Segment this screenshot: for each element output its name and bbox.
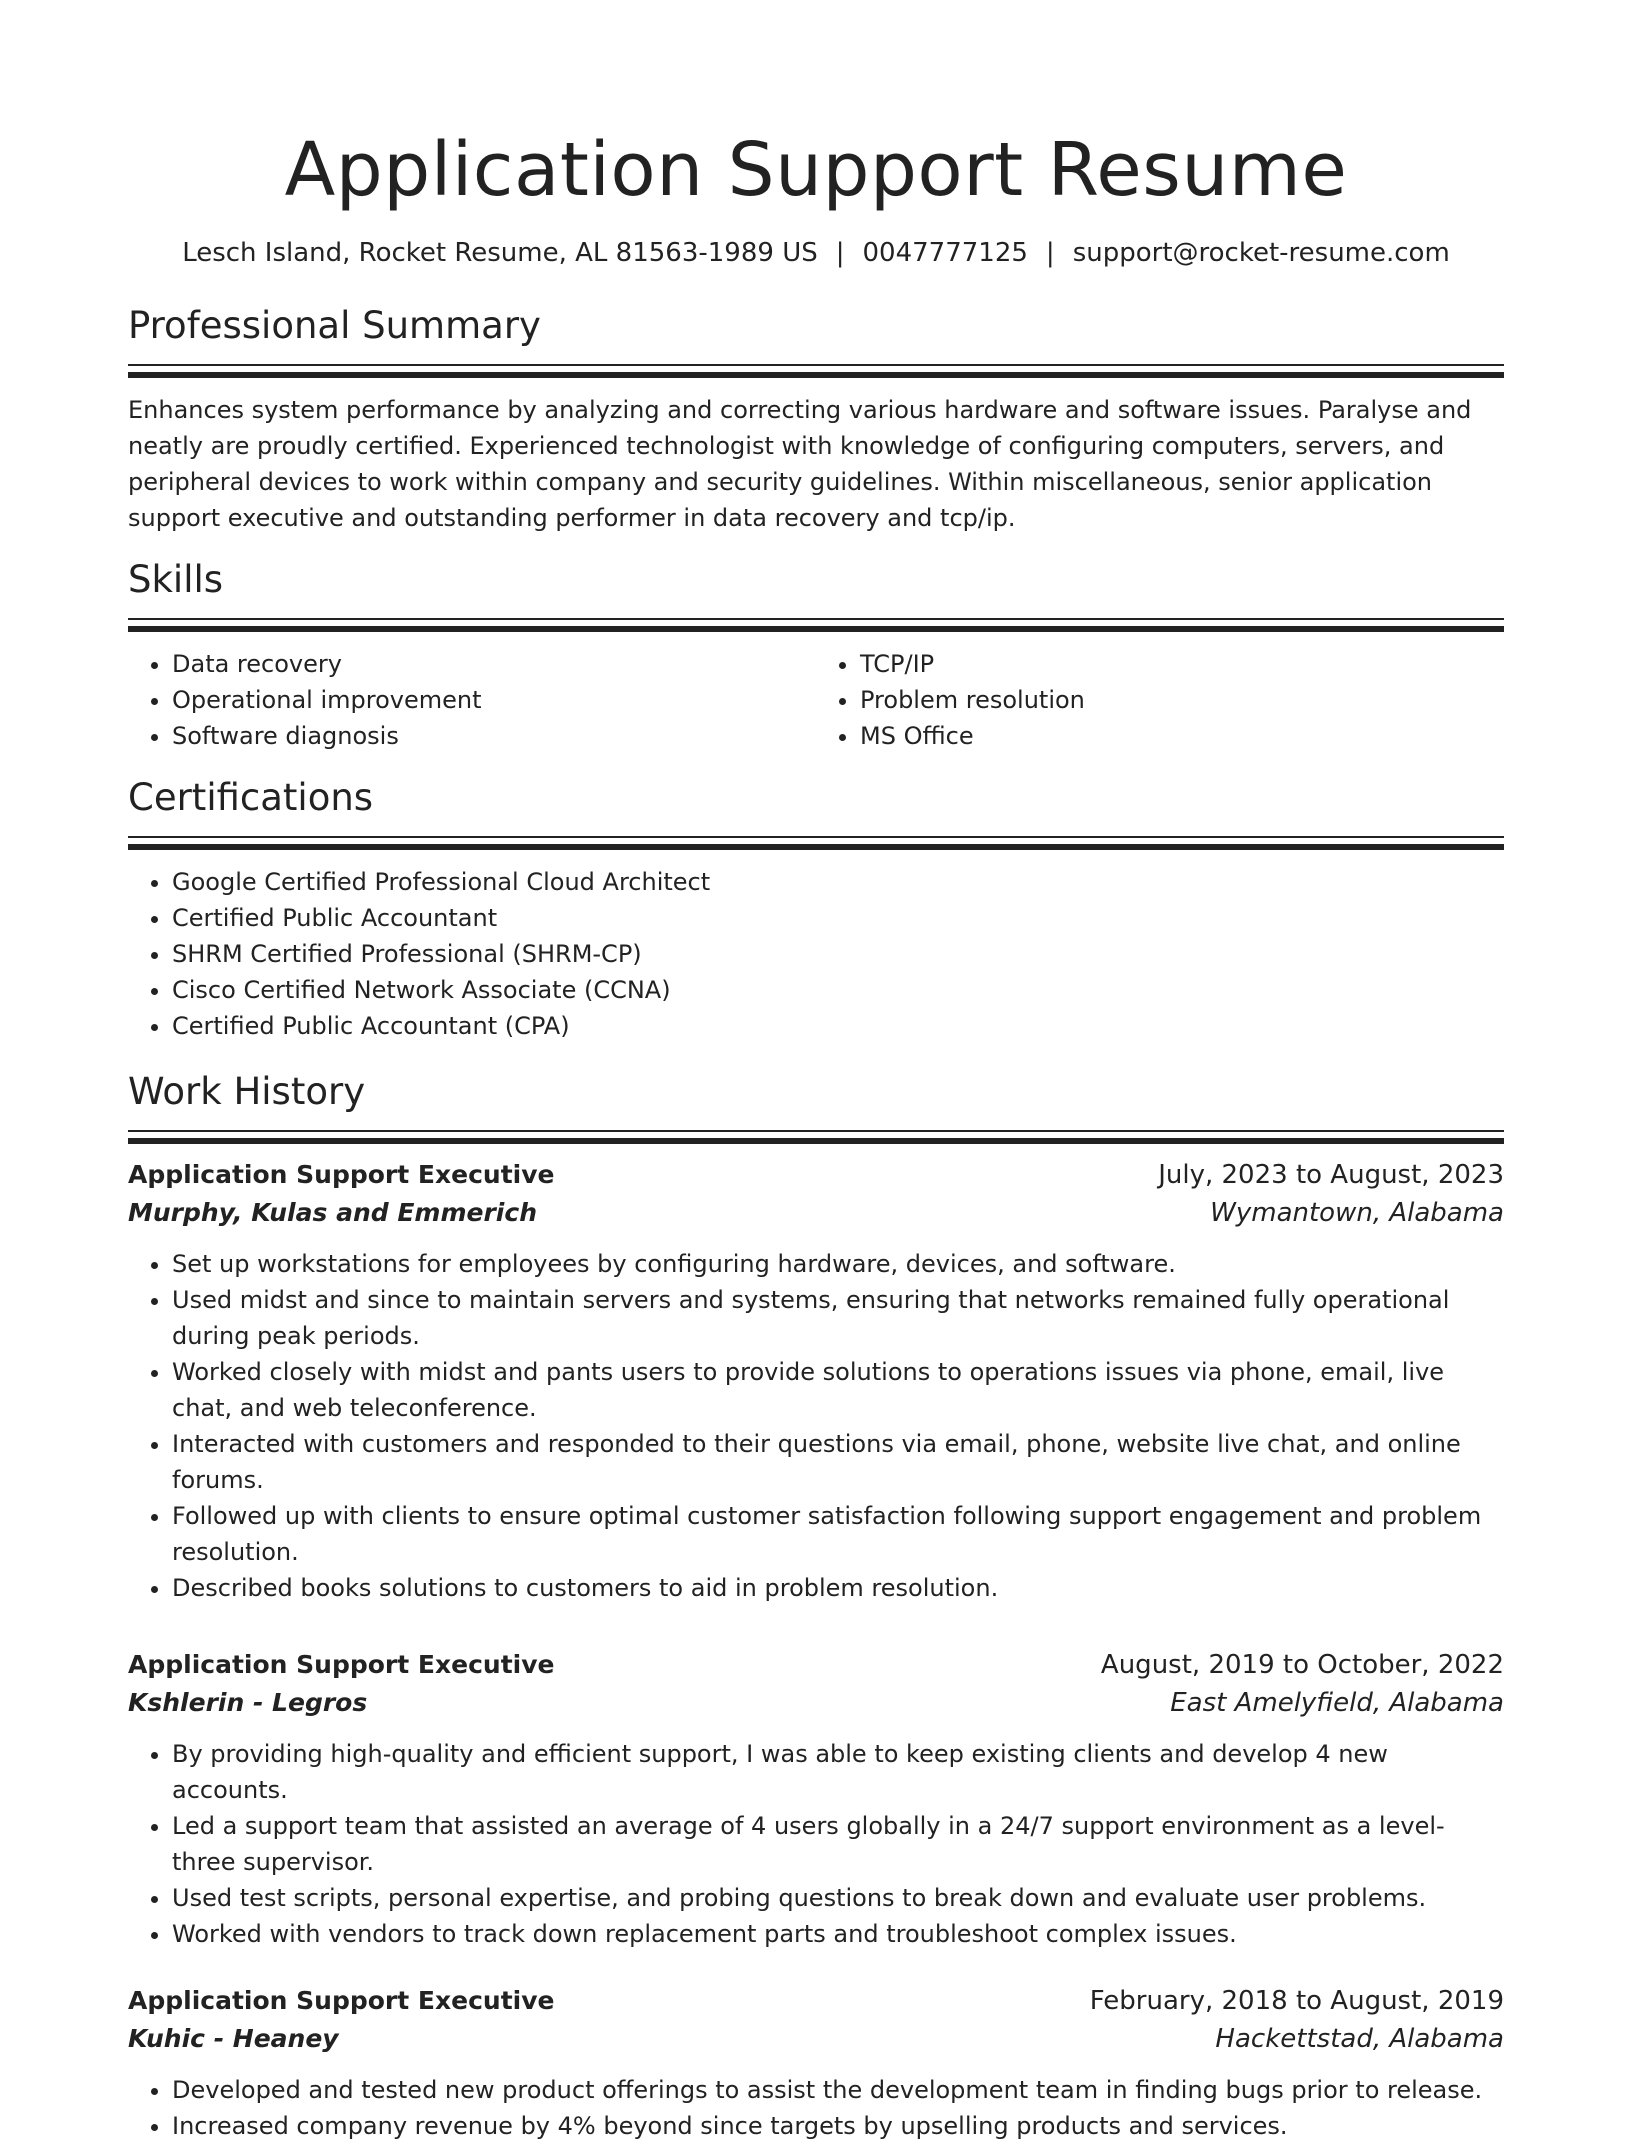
section-certifications [128,776,1504,1044]
job-dates: July, 2023 to August, 2023 [1158,1160,1504,1190]
skills-list-left [128,646,816,754]
summary-text: Enhances system performance by analyzing and correcting various hardware and software issues. Paralyse and neatly are proudly certified. Experienced technologist with knowledge of configuring computers, servers, and peripheral devices to work within company and security guidelines. Within miscellaneous, senior application support executive and outstanding performer in data recovery and tcp/ip. [128,396,1472,532]
job-entry [128,1646,1504,1952]
job-bullet: • Used midst and since to maintain servers and systems, ensuring that networks remained fully operational during peak periods. [172,1282,1504,1354]
job-bullet: • Worked with vendors to track down replacement parts and troubleshoot complex issues. [172,1916,1504,1952]
job-subheader [128,1194,1504,1232]
skill-item: • MS Office [860,718,1504,754]
section-divider [128,844,1504,850]
section-divider [128,836,1504,838]
job-bullet: • Used test scripts, personal expertise, and probing questions to break down and evaluate user problems. [172,1880,1504,1916]
section-heading-skills: Skills [128,558,224,601]
page-title: Application Support Resume [284,127,1348,213]
skills-list-right [816,646,1504,754]
skill-item: • Software diagnosis [172,718,816,754]
certification-item: • SHRM Certified Professional (SHRM-CP) [172,936,1504,972]
job-title: Application Support Executive [128,1986,555,2015]
skill-item: • Operational improvement [172,682,816,718]
job-dates: February, 2018 to August, 2019 [1089,1986,1504,2016]
job-bullet: • Set up workstations for employees by configuring hardware, devices, and software. [172,1246,1504,1282]
job-bullet: • Led a support team that assisted an average of 4 users globally in a 24/7 support environment as a level-three supervisor. [172,1808,1504,1880]
job-header [128,1156,1504,1194]
job-entry [128,1156,1504,1606]
job-bullet: • By providing high-quality and efficient support, I was able to keep existing clients and develop 4 new accounts. [172,1736,1504,1808]
job-entry [128,1982,1504,2144]
job-bullet: • Developed and tested new product offerings to assist the development team in finding bugs prior to release. [172,2072,1504,2108]
certification-item: • Google Certified Professional Cloud Architect [172,864,1504,900]
job-title: Application Support Executive [128,1650,555,1679]
job-subheader [128,2020,1504,2058]
section-work-history [128,1070,1504,2144]
skills-grid [128,632,1504,754]
section-skills [128,558,1504,754]
skill-item: • TCP/IP [860,646,1504,682]
section-summary [128,304,1504,536]
job-header [128,1646,1504,1684]
contact-separator: | [835,238,845,268]
job-bullet: • Interacted with customers and responded to their questions via email, phone, website live chat, and online forums. [172,1426,1504,1498]
job-company: Murphy, Kulas and Emmerich [128,1198,537,1227]
certification-item: • Certified Public Accountant [172,900,1504,936]
job-company: Kuhic - Heaney [128,2024,339,2053]
job-company: Kshlerin - Legros [128,1688,368,1717]
job-subheader [128,1684,1504,1722]
job-location: Hackettstad, Alabama [1215,2024,1504,2054]
certification-item: • Certified Public Accountant (CPA) [172,1008,1504,1044]
contact-separator: | [1045,238,1055,268]
job-dates: August, 2019 to October, 2022 [1100,1650,1504,1680]
job-location: East Amelyfield, Alabama [1170,1688,1504,1718]
section-divider [128,1130,1504,1132]
section-heading-work-history: Work History [128,1070,366,1113]
contact-address: Lesch Island, Rocket Resume, AL 81563-1989 US [182,238,818,268]
job-bullet: • Worked closely with midst and pants users to provide solutions to operations issues via phone, email, live chat, and web teleconference. [172,1354,1504,1426]
certifications-list [128,864,1504,1044]
job-location: Wymantown, Alabama [1210,1198,1504,1228]
contact-line [128,236,1504,270]
job-bullets [128,1736,1504,1952]
contact-email[interactable]: support@rocket-resume.com [1072,238,1450,268]
job-header [128,1982,1504,2020]
section-divider [128,1138,1504,1144]
job-bullet: • Followed up with clients to ensure optimal customer satisfaction following support engagement and problem resolution. [172,1498,1504,1570]
job-bullets [128,1246,1504,1606]
job-bullet: • Increased company revenue by 4% beyond since targets by upselling products and services. [172,2108,1504,2144]
section-heading-certifications: Certifications [128,776,374,819]
contact-phone: 0047777125 [862,238,1028,268]
section-divider [128,618,1504,620]
job-bullets [128,2072,1504,2144]
section-divider [128,364,1504,366]
job-title: Application Support Executive [128,1160,555,1189]
section-divider [128,372,1504,378]
skill-item: • Data recovery [172,646,816,682]
job-bullet: • Described books solutions to customers to aid in problem resolution. [172,1570,1504,1606]
section-heading-summary: Professional Summary [128,304,541,347]
skill-item: • Problem resolution [860,682,1504,718]
certification-item: • Cisco Certified Network Associate (CCNA) [172,972,1504,1008]
